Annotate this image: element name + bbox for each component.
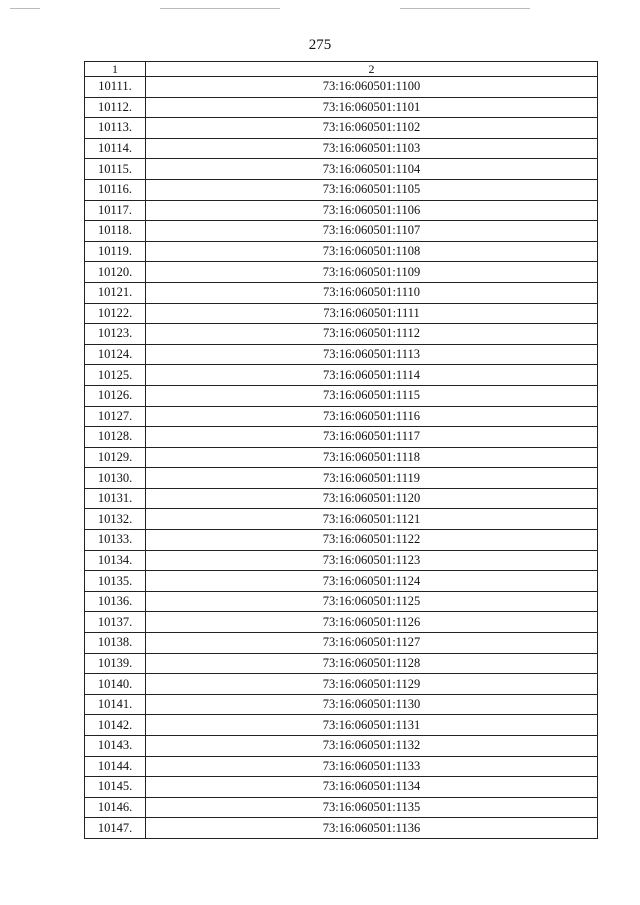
column-header-2: 2 <box>146 62 598 77</box>
table-header-row <box>85 62 598 77</box>
table-row <box>85 447 598 468</box>
row-number-cell: 10138. <box>85 633 146 654</box>
cadastral-number-cell: 73:16:060501:1102 <box>146 118 598 139</box>
cadastral-number-cell: 73:16:060501:1113 <box>146 344 598 365</box>
cadastral-number-cell: 73:16:060501:1109 <box>146 262 598 283</box>
table-row <box>85 818 598 839</box>
row-number-cell: 10137. <box>85 612 146 633</box>
row-number-cell: 10145. <box>85 777 146 798</box>
row-number-cell: 10123. <box>85 324 146 345</box>
cadastral-number-cell: 73:16:060501:1105 <box>146 179 598 200</box>
cadastral-number-cell: 73:16:060501:1115 <box>146 385 598 406</box>
row-number-cell: 10111. <box>85 77 146 98</box>
table-row <box>85 77 598 98</box>
cadastral-number-cell: 73:16:060501:1104 <box>146 159 598 180</box>
cadastral-number-cell: 73:16:060501:1134 <box>146 777 598 798</box>
table-row <box>85 777 598 798</box>
table-row <box>85 282 598 303</box>
scan-artifact <box>160 8 280 9</box>
table-row <box>85 694 598 715</box>
table-row <box>85 344 598 365</box>
table-row <box>85 736 598 757</box>
table-row <box>85 221 598 242</box>
row-number-cell: 10118. <box>85 221 146 242</box>
cadastral-number-cell: 73:16:060501:1106 <box>146 200 598 221</box>
cadastral-number-cell: 73:16:060501:1118 <box>146 447 598 468</box>
row-number-cell: 10126. <box>85 385 146 406</box>
table-row <box>85 303 598 324</box>
row-number-cell: 10113. <box>85 118 146 139</box>
row-number-cell: 10121. <box>85 282 146 303</box>
table-row <box>85 324 598 345</box>
row-number-cell: 10136. <box>85 591 146 612</box>
cadastral-number-cell: 73:16:060501:1119 <box>146 468 598 489</box>
table-row <box>85 365 598 386</box>
table-row <box>85 571 598 592</box>
cadastral-number-cell: 73:16:060501:1133 <box>146 756 598 777</box>
table-row <box>85 633 598 654</box>
table-row <box>85 756 598 777</box>
table-row <box>85 200 598 221</box>
table-row <box>85 97 598 118</box>
page-number: 275 <box>308 37 332 53</box>
row-number-cell: 10117. <box>85 200 146 221</box>
registry-table <box>84 61 598 839</box>
table-row <box>85 653 598 674</box>
row-number-cell: 10146. <box>85 797 146 818</box>
row-number-cell: 10129. <box>85 447 146 468</box>
table-row <box>85 118 598 139</box>
column-header-1: 1 <box>85 62 146 77</box>
row-number-cell: 10112. <box>85 97 146 118</box>
table-row <box>85 797 598 818</box>
table-row <box>85 715 598 736</box>
row-number-cell: 10142. <box>85 715 146 736</box>
cadastral-number-cell: 73:16:060501:1125 <box>146 591 598 612</box>
row-number-cell: 10147. <box>85 818 146 839</box>
cadastral-number-cell: 73:16:060501:1117 <box>146 427 598 448</box>
row-number-cell: 10114. <box>85 138 146 159</box>
table-row <box>85 385 598 406</box>
cadastral-number-cell: 73:16:060501:1127 <box>146 633 598 654</box>
table-row <box>85 509 598 530</box>
row-number-cell: 10134. <box>85 550 146 571</box>
row-number-cell: 10141. <box>85 694 146 715</box>
row-number-cell: 10127. <box>85 406 146 427</box>
table-row <box>85 159 598 180</box>
cadastral-number-cell: 73:16:060501:1136 <box>146 818 598 839</box>
row-number-cell: 10143. <box>85 736 146 757</box>
row-number-cell: 10115. <box>85 159 146 180</box>
table-row <box>85 591 598 612</box>
scan-artifact <box>10 8 40 9</box>
cadastral-number-cell: 73:16:060501:1129 <box>146 674 598 695</box>
cadastral-number-cell: 73:16:060501:1130 <box>146 694 598 715</box>
row-number-cell: 10120. <box>85 262 146 283</box>
cadastral-number-cell: 73:16:060501:1116 <box>146 406 598 427</box>
table-row <box>85 468 598 489</box>
cadastral-number-cell: 73:16:060501:1100 <box>146 77 598 98</box>
table-row <box>85 488 598 509</box>
table-row <box>85 179 598 200</box>
row-number-cell: 10125. <box>85 365 146 386</box>
table-row <box>85 427 598 448</box>
row-number-cell: 10135. <box>85 571 146 592</box>
cadastral-number-cell: 73:16:060501:1111 <box>146 303 598 324</box>
row-number-cell: 10122. <box>85 303 146 324</box>
cadastral-number-cell: 73:16:060501:1107 <box>146 221 598 242</box>
cadastral-number-cell: 73:16:060501:1121 <box>146 509 598 530</box>
table-row <box>85 241 598 262</box>
table-row <box>85 406 598 427</box>
cadastral-number-cell: 73:16:060501:1112 <box>146 324 598 345</box>
table-row <box>85 262 598 283</box>
table-row <box>85 550 598 571</box>
cadastral-number-cell: 73:16:060501:1120 <box>146 488 598 509</box>
row-number-cell: 10140. <box>85 674 146 695</box>
row-number-cell: 10130. <box>85 468 146 489</box>
scan-artifact <box>400 8 530 9</box>
cadastral-number-cell: 73:16:060501:1132 <box>146 736 598 757</box>
cadastral-number-cell: 73:16:060501:1122 <box>146 530 598 551</box>
cadastral-number-cell: 73:16:060501:1126 <box>146 612 598 633</box>
row-number-cell: 10116. <box>85 179 146 200</box>
cadastral-number-cell: 73:16:060501:1101 <box>146 97 598 118</box>
cadastral-number-cell: 73:16:060501:1128 <box>146 653 598 674</box>
table-row <box>85 530 598 551</box>
cadastral-number-cell: 73:16:060501:1110 <box>146 282 598 303</box>
row-number-cell: 10144. <box>85 756 146 777</box>
cadastral-number-cell: 73:16:060501:1123 <box>146 550 598 571</box>
table-row <box>85 612 598 633</box>
cadastral-number-cell: 73:16:060501:1114 <box>146 365 598 386</box>
row-number-cell: 10133. <box>85 530 146 551</box>
cadastral-number-cell: 73:16:060501:1124 <box>146 571 598 592</box>
cadastral-number-cell: 73:16:060501:1131 <box>146 715 598 736</box>
table-row <box>85 674 598 695</box>
row-number-cell: 10139. <box>85 653 146 674</box>
table-row <box>85 138 598 159</box>
cadastral-number-cell: 73:16:060501:1103 <box>146 138 598 159</box>
row-number-cell: 10132. <box>85 509 146 530</box>
row-number-cell: 10119. <box>85 241 146 262</box>
row-number-cell: 10128. <box>85 427 146 448</box>
cadastral-number-cell: 73:16:060501:1108 <box>146 241 598 262</box>
row-number-cell: 10131. <box>85 488 146 509</box>
cadastral-number-cell: 73:16:060501:1135 <box>146 797 598 818</box>
row-number-cell: 10124. <box>85 344 146 365</box>
